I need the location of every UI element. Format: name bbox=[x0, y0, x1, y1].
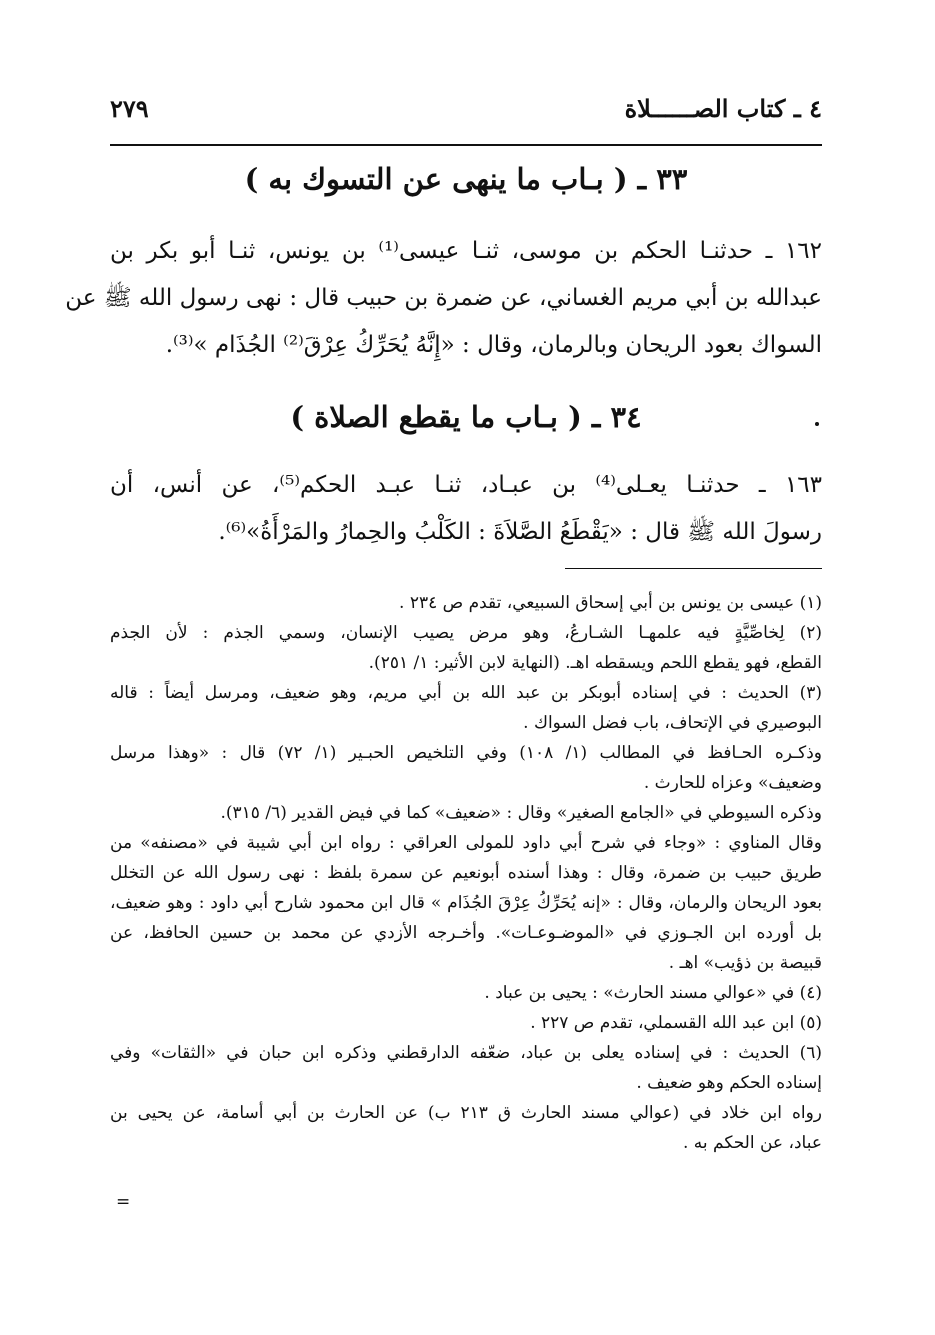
hadith-163 bbox=[110, 462, 822, 556]
hadith-163-line-1: ١٦٣ ـ حدثنـا يعـلى⁽⁴⁾ بن عبـاد، ثنـا عبـد الحكم⁽⁵⁾، عن أنس، أن bbox=[110, 472, 823, 498]
footnote-line: (٤) في «عوالي مسند الحارث» : يحيى بن عباد . bbox=[484, 983, 822, 1003]
running-header bbox=[110, 92, 822, 138]
footnote-line: عباد، عن الحكم به . bbox=[682, 1133, 822, 1153]
section-heading-33: ٣٣ ـ ( بـاب ما ينهى عن التسوك به ) bbox=[244, 162, 688, 196]
footnotes bbox=[110, 588, 822, 1158]
footnote-rule bbox=[565, 568, 822, 569]
footnote-line: بعود الريحان والرمان، وقال : «إنه يُحَرِّكُ عِرْقَ الجُذَام » قال ابن محمود شارح أبي داود : وهو ضعيف، bbox=[110, 893, 822, 913]
footnote-line: وضعيف» وعزاه للحارث . bbox=[643, 773, 822, 793]
footnote-line: (٥) ابن عبد الله القسملي، تقدم ص ٢٢٧ . bbox=[530, 1013, 822, 1033]
hadith-162-line-1: ١٦٢ ـ حدثنـا الحكم بن موسى، ثنـا عيسى⁽¹⁾ بن يونس، ثنـا أبو بكر بن bbox=[110, 238, 822, 264]
page-number: ٢٧٩ bbox=[110, 94, 149, 123]
header-rule bbox=[110, 144, 822, 146]
footnote-line: وذكره السيوطي في «الجامع الصغير» وقال : «ضعيف» كما في فيض القدير (٦/ ٣١٥). bbox=[220, 803, 822, 823]
footnote-line: وذكـره الحـافظ في المطالب (١/ ١٠٨) وفي التلخيص الحبـير (١/ ٧٢) قال : «وهذا مرسل bbox=[110, 743, 822, 763]
hadith-162-line-2: عبدالله بن أبي مريم الغساني، عن ضمرة بن حبيب قال : نهى رسول الله ﷺ عن bbox=[65, 285, 822, 311]
hadith-162 bbox=[65, 228, 822, 369]
footnote-line: (٢) لِخاصِّيَّةٍ فيه علمهـا الشـارعُ، وهو مرض يصيب الإنسان، وسمي الجذم : لأن الجذم bbox=[110, 623, 822, 643]
footnote-line: وقال المناوي : «وجاء في شرح أبي داود للمولى العراقي : رواه ابن أبي شيبة في «مصنفه» من bbox=[110, 833, 822, 853]
chapter-title: ٤ ـ كتاب الصــــــلاة bbox=[624, 94, 822, 123]
section-heading-34: ٣٤ ـ ( بـاب ما يقطع الصلاة ) bbox=[290, 400, 642, 434]
footnote-line: رواه ابن خلاد في (عوالي مسند الحارث ق ٢١٣ ب) عن الحارث بن أبي أسامة، عن يحيى بن bbox=[110, 1103, 823, 1123]
footnote-line: إسناده الحكم وهو ضعيف . bbox=[636, 1073, 822, 1093]
footnote-line: البوصيري في الإتحاف، باب فضل السواك . bbox=[523, 713, 822, 733]
footnote-line: (٦) الحديث : في إسناده يعلى بن عباد، ضعّفه الدارقطني وذكره ابن حبان في «الثقات» وفي bbox=[110, 1043, 822, 1063]
footnote-line: طريق حبيب بن ضمرة، وقال : وهذا أسنده أبونعيم عن سمرة بلفظ : نهى رسول الله عن التخلل bbox=[110, 863, 822, 883]
footnote-line: (١) عيسى بن يونس بن أبي إسحاق السبيعي، تقدم ص ٢٣٤ . bbox=[399, 593, 822, 613]
footnote-line: القطع، فهو يقطع اللحم ويسقطه اهـ. (النهاية لابن الأثير: ١/ ٢٥١). bbox=[368, 653, 822, 673]
footnote-line: قبيصة بن ذؤيب» اهـ . bbox=[668, 953, 822, 973]
hadith-163-line-2: رسولَ الله ﷺ قال : «يَقْطَعُ الصَّلاَةَ : الكَلْبُ والحِمارُ والمَرْأَةُ»⁽⁶⁾. bbox=[218, 519, 822, 545]
footnote-line: (٣) الحديث : في إسناده أبوبكر بن عبد الله بن أبي مريم، وهو ضعيف، ومرسل أيضاً : قاله bbox=[110, 683, 822, 703]
hadith-162-line-3: السواك بعود الريحان وبالرمان، وقال : «إِنَّهُ يُحَرِّكُ عِرْقَ⁽²⁾ الجُذَام »⁽³⁾. bbox=[165, 332, 822, 358]
footnote-line: بل أورده ابن الجـوزي في «الموضـوعـات». وأخـرجه الأزدي عن محمد بن حسين الحافظ، عن bbox=[110, 923, 822, 943]
continuation-mark: = bbox=[116, 1192, 131, 1212]
